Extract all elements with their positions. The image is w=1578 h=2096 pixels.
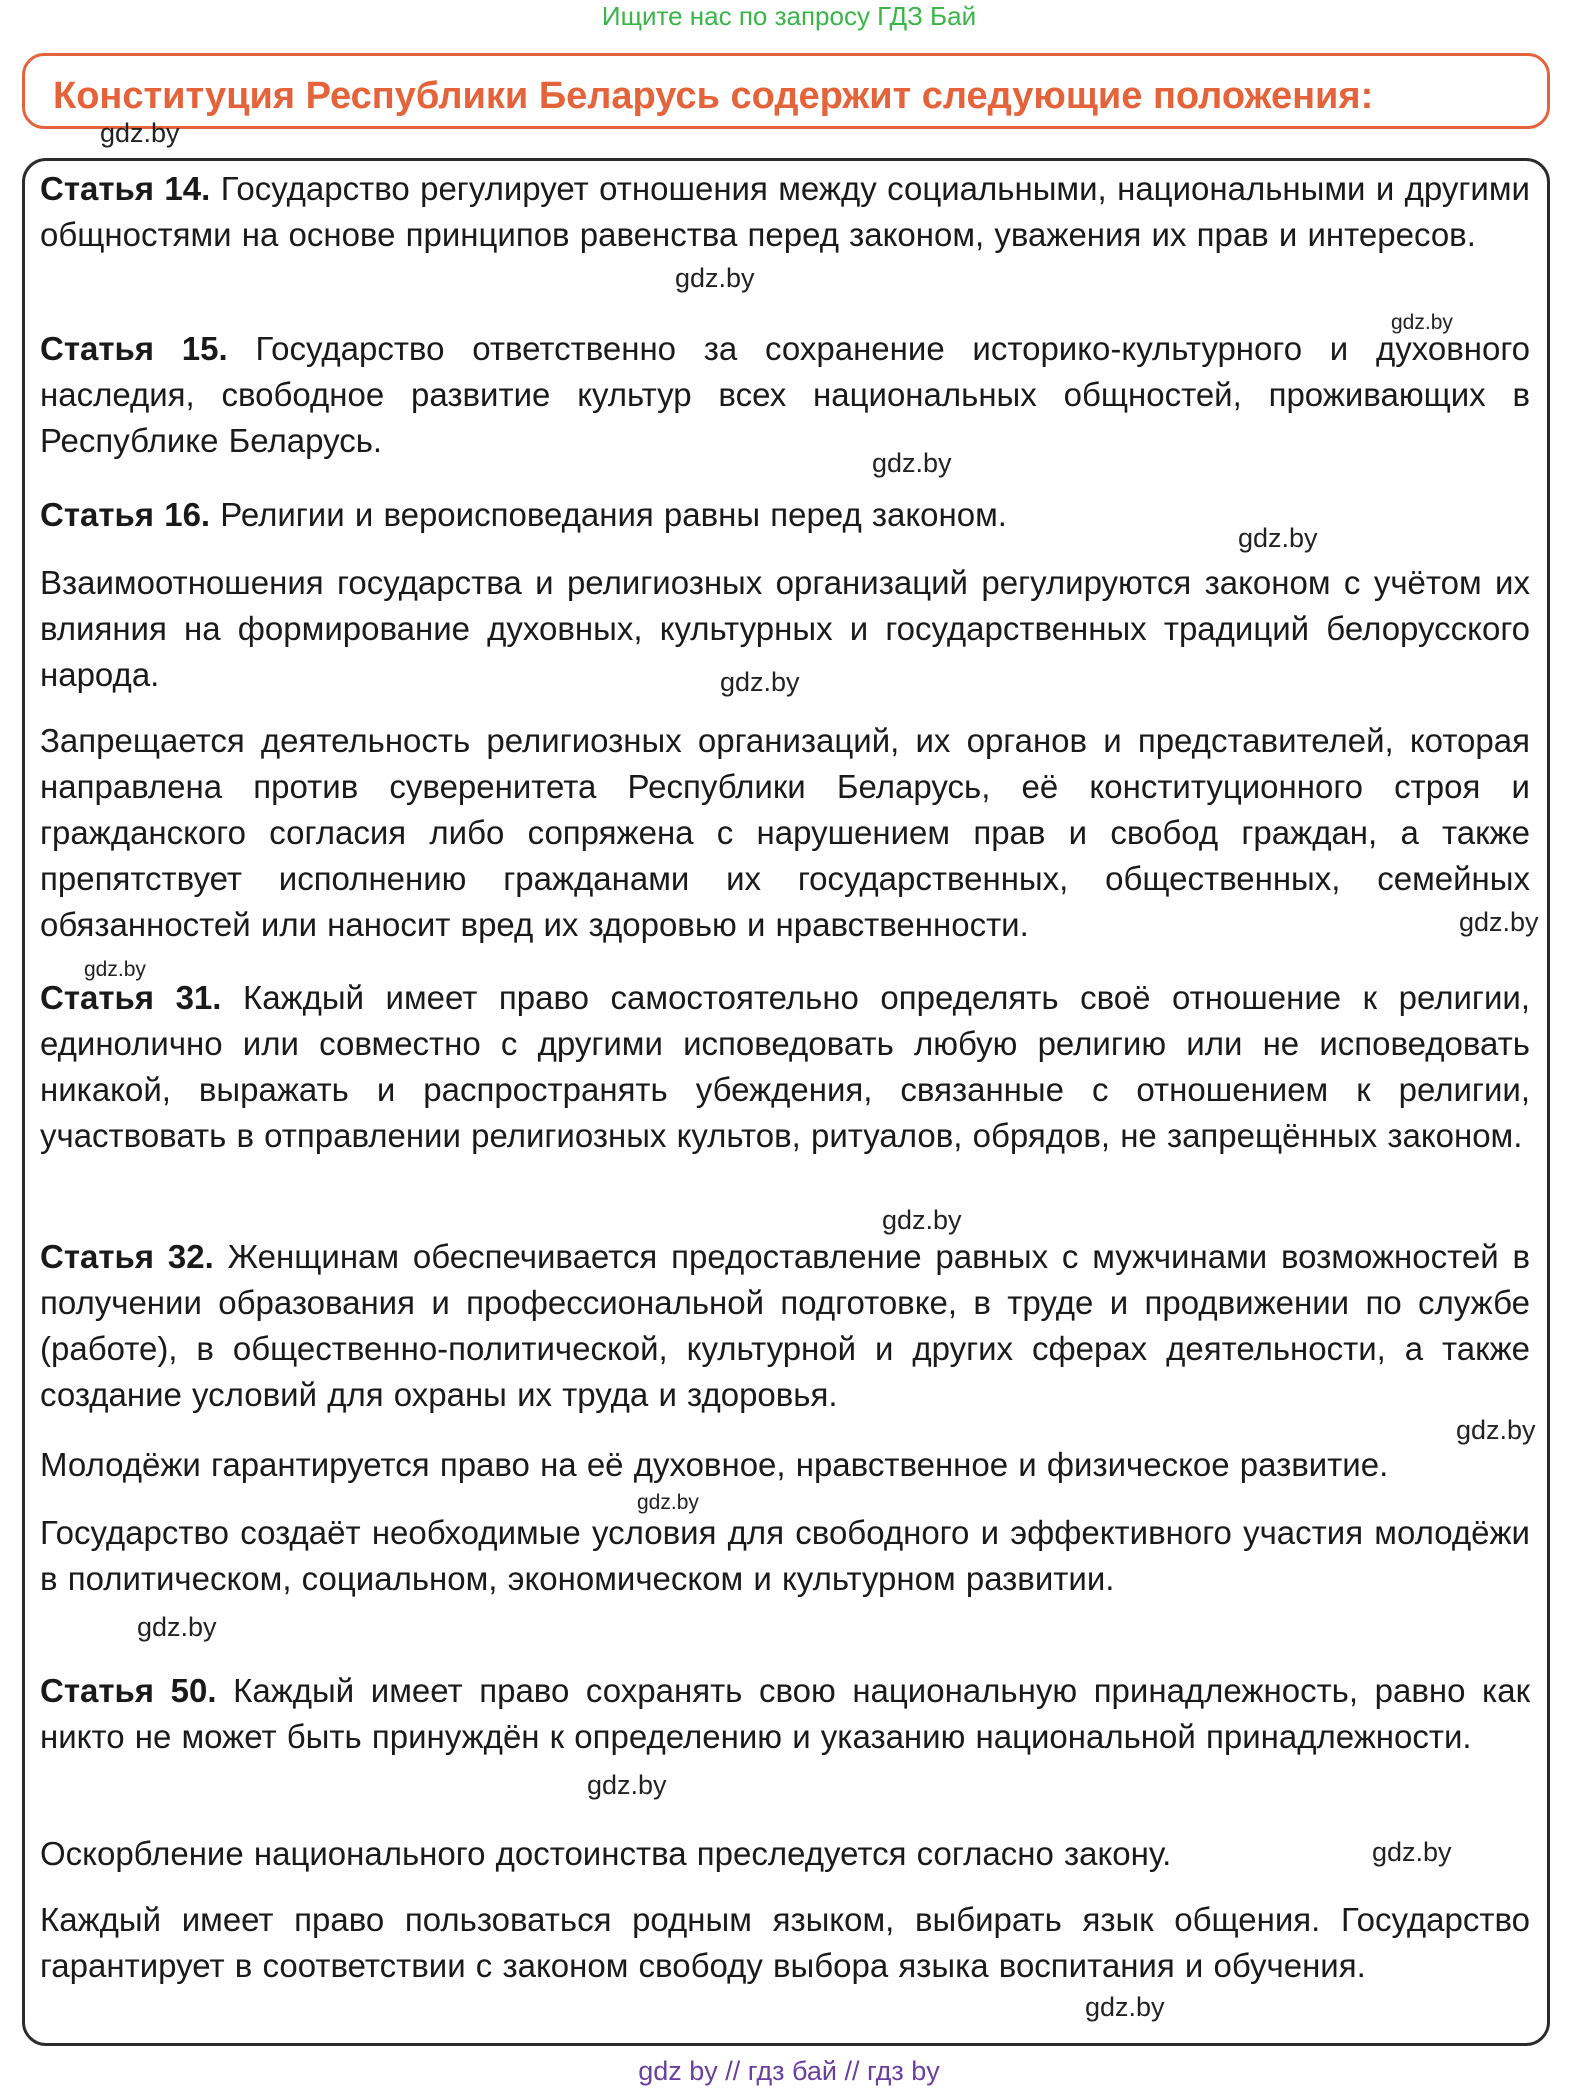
- watermark: gdz.by: [1372, 1837, 1452, 1867]
- watermark: gdz.by: [675, 263, 755, 293]
- watermark: gdz.by: [100, 118, 180, 148]
- watermark: gdz.by: [1456, 1415, 1536, 1445]
- article-label: Статья 32.: [40, 1238, 214, 1275]
- watermark: gdz.by: [720, 667, 800, 697]
- paragraph-text: Государство создаёт необходимые условия для свободного и эффективного участия молодёжи в политическом, социальном, экономическом и культурном развитии.: [40, 1514, 1530, 1597]
- paragraph-text: Молодёжи гарантируется право на её духовное, нравственное и физическое развитие.: [40, 1446, 1389, 1483]
- watermark: gdz.by: [1085, 1992, 1165, 2022]
- watermark: gdz.by: [637, 1491, 699, 1514]
- watermark: gdz.by: [1238, 523, 1318, 553]
- watermark: gdz.by: [84, 958, 146, 981]
- article-50-paragraph: [40, 1668, 1530, 1760]
- top-banner[interactable]: Ищите нас по запросу ГДЗ Бай: [601, 1, 977, 31]
- paragraph-text: Религии и вероисповедания равны перед законом.: [210, 496, 1007, 533]
- watermark: gdz.by: [137, 1612, 217, 1642]
- paragraph-text: Каждый имеет право пользоваться родным языком, выбирать язык общения. Государство гарантирует в соответствии с законом свободу выбора языка воспитания и обучения.: [40, 1901, 1530, 1984]
- article-label: Статья 16.: [40, 496, 211, 533]
- article-32-paragraph-3: [40, 1510, 1530, 1602]
- paragraph-text: Женщинам обеспечивается предоставление равных с мужчинами возможностей в получении образования и профессиональной подготовке, в труде и продвижении по службе (работе), в общественно-политической, культурной и других сферах деятельности, а также создание условий для охраны их труда и здоровья.: [40, 1238, 1531, 1413]
- page-title: Конституция Республики Беларусь содержит следующие положения:: [53, 75, 1374, 117]
- article-31-paragraph: [40, 975, 1530, 1159]
- paragraph-text: Запрещается деятельность религиозных организаций, их органов и представителей, которая направлена против суверенитета Республики Беларусь, её конституционного строя и гражданского согласия либо сопряжена с нарушением прав и свобод граждан, а также препятствует исполнению гражданами их государственных, общественных, семейных обязанностей или наносит вред их здоровью и нравственности.: [40, 722, 1530, 943]
- paragraph-text: Государство ответственно за сохранение историко-культурного и духовного наследия, свободное развитие культур всех национальных общностей, проживающих в Республике Беларусь.: [40, 330, 1531, 459]
- watermark: gdz.by: [587, 1770, 667, 1800]
- article-16-paragraph-3: [40, 718, 1530, 948]
- article-15-paragraph: [40, 326, 1530, 464]
- watermark: gdz.by: [1459, 907, 1539, 937]
- title-box: [22, 53, 1550, 129]
- article-label: Статья 14.: [40, 170, 211, 207]
- article-label: Статья 15.: [40, 330, 228, 367]
- article-50-paragraph-3: [40, 1897, 1530, 1989]
- watermark: gdz.by: [872, 448, 952, 478]
- paragraph-text: Каждый имеет право самостоятельно определять своё отношение к религии, единолично или совместно с другими исповедовать любую религию или не исповедовать никакой, выражать и распространять убеждения, связанные с отношением к религии, участвовать в отправлении религиозных культов, ритуалов, обрядов, не запрещённых законом.: [40, 979, 1530, 1154]
- paragraph-text: Взаимоотношения государства и религиозных организаций регулируются законом с учётом их влияния на формирование духовных, культурных и государственных традиций белорусского народа.: [40, 564, 1530, 693]
- footer-links[interactable]: gdz by // гдз бай // гдз by: [638, 2056, 940, 2086]
- paragraph-text: Государство регулирует отношения между социальными, национальными и другими общностями на основе принципов равенства перед законом, уважения их прав и интересов.: [40, 170, 1530, 253]
- watermark: gdz.by: [882, 1205, 962, 1235]
- watermark: gdz.by: [1391, 311, 1453, 334]
- article-50-paragraph-2: [40, 1831, 1530, 1877]
- article-14-paragraph: [40, 166, 1530, 258]
- paragraph-text: Оскорбление национального достоинства преследуется согласно закону.: [40, 1835, 1172, 1872]
- article-label: Статья 31.: [40, 979, 222, 1016]
- article-32-paragraph: [40, 1234, 1530, 1418]
- article-label: Статья 50.: [40, 1672, 217, 1709]
- paragraph-text: Каждый имеет право сохранять свою национальную принадлежность, равно как никто не может быть принуждён к определению и указанию национальной принадлежности.: [40, 1672, 1531, 1755]
- article-32-paragraph-2: [40, 1442, 1530, 1488]
